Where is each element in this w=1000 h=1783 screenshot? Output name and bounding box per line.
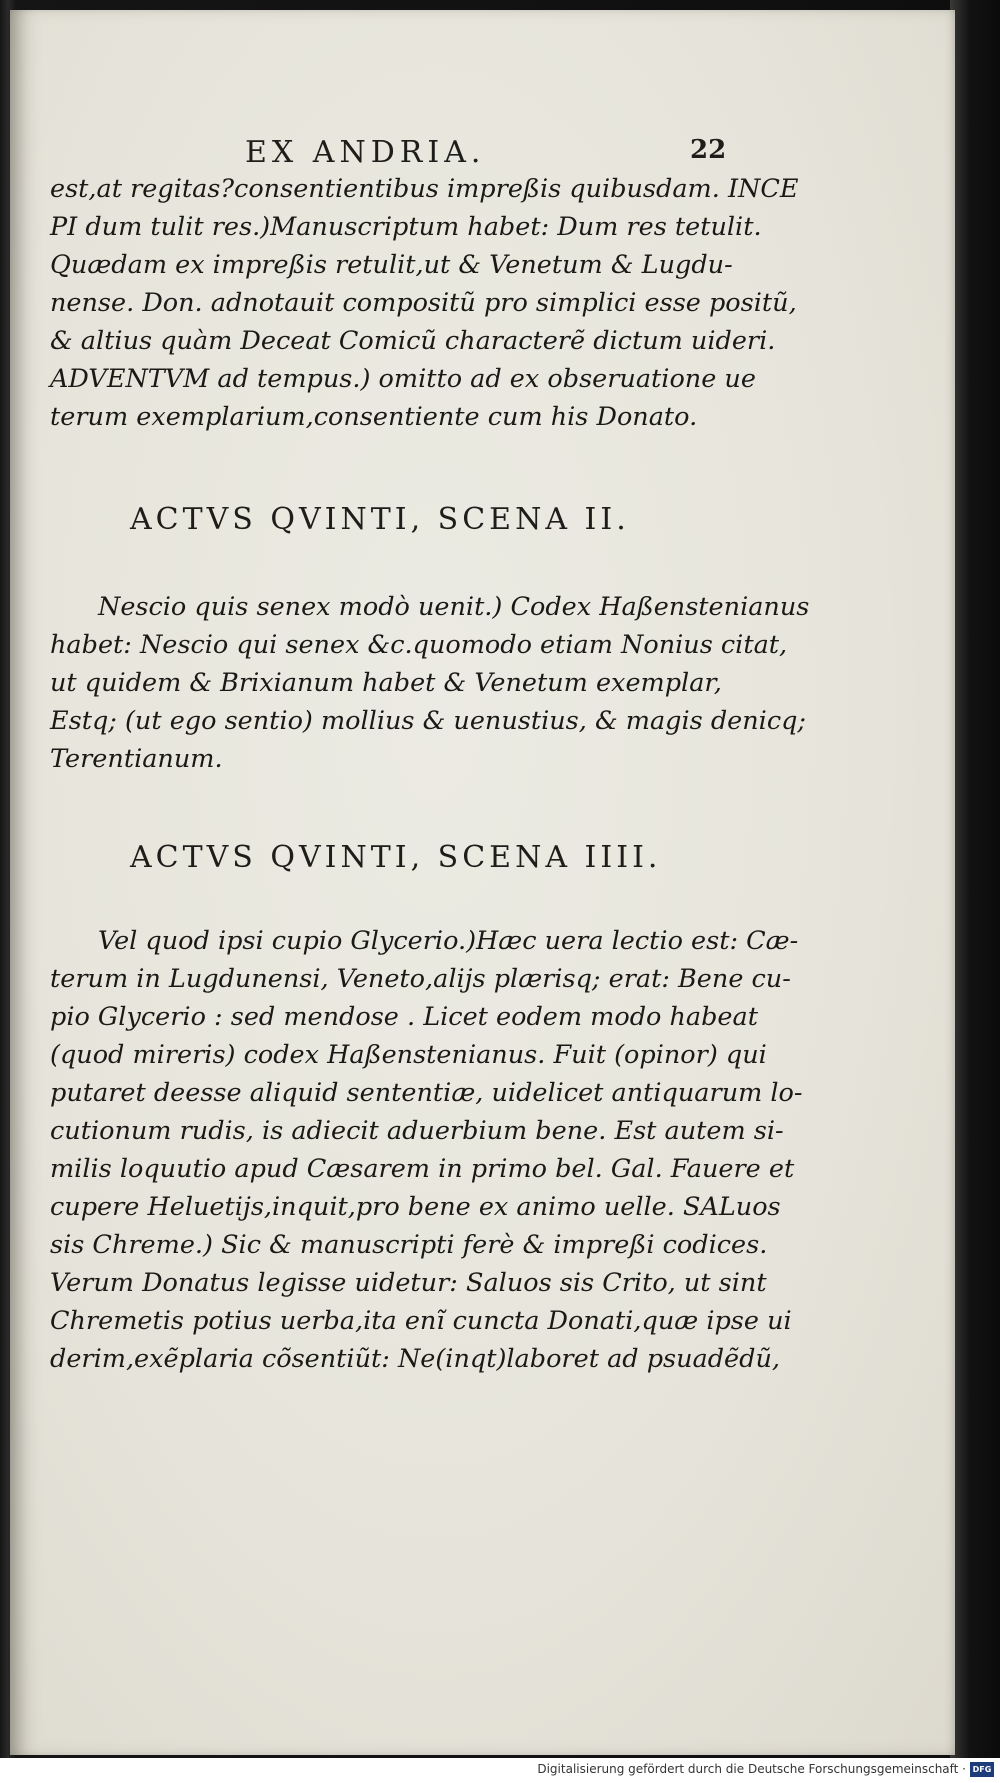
text-line: Estq; (ut ego sentio) mollius & uenustius, & magis denicq;	[50, 706, 807, 736]
text-line: cutionum rudis, is adiecit aduerbium bene. Est autem si-	[50, 1116, 784, 1146]
footer-credit: Digitalisierung gefördert durch die Deutsche Forschungsgemeinschaft ·	[537, 1762, 966, 1776]
dfg-logo: DFG	[970, 1762, 994, 1777]
text-line: Chremetis potius uerba,ita enĩ cuncta Donati,quæ ipse ui	[50, 1306, 792, 1336]
text-line: ADVENTVM ad tempus.) omitto ad ex obseruatione ue	[50, 364, 756, 394]
text-line: milis loquutio apud Cæsarem in primo bel. Gal. Fauere et	[50, 1154, 795, 1184]
text-line: derim,exẽplaria cõsentiũt: Ne(inqt)laboret ad psuadẽdũ,	[50, 1344, 780, 1374]
text-line: habet: Nescio qui senex &c.quomodo etiam Nonius citat,	[50, 630, 788, 660]
text-line: est,at regitas?consentientibus impreßis quibusdam. INCE	[50, 174, 799, 204]
text-line: Nescio quis senex modò uenit.) Codex Haßenstenianus	[98, 592, 810, 622]
running-title: EX ANDRIA.	[245, 135, 486, 170]
digitization-footer	[0, 1758, 1000, 1783]
book-cover-edge	[950, 0, 1000, 1783]
text-line: terum exemplarium,consentiente cum his Donato.	[50, 402, 698, 432]
text-line: Vel quod ipsi cupio Glycerio.)Hæc uera lectio est: Cæ-	[98, 926, 799, 956]
section-heading: ACTVS QVINTI, SCENA IIII.	[130, 840, 662, 875]
page-sheet	[10, 10, 955, 1755]
text-line: (quod mireris) codex Haßenstenianus. Fuit (opinor) qui	[50, 1040, 767, 1070]
text-line: Quædam ex impreßis retulit,ut & Venetum & Lugdu-	[50, 250, 733, 280]
text-line: PI dum tulit res.)Manuscriptum habet: Dum res tetulit.	[50, 212, 762, 242]
text-line: sis Chreme.) Sic & manuscripti ferè & impreßi codices.	[50, 1230, 768, 1260]
page-number: 22	[690, 135, 727, 165]
text-line: cupere Heluetijs,inquit,pro bene ex animo uelle. SALuos	[50, 1192, 781, 1222]
text-line: Verum Donatus legisse uidetur: Saluos sis Crito, ut sint	[50, 1268, 767, 1298]
text-line: pio Glycerio : sed mendose . Licet eodem modo habeat	[50, 1002, 758, 1032]
text-line: putaret deesse aliquid sententiæ, uidelicet antiquarum lo-	[50, 1078, 803, 1108]
text-line: nense. Don. adnotauit compositũ pro simplici esse positũ,	[50, 288, 797, 318]
text-line: ut quidem & Brixianum habet & Venetum exemplar,	[50, 668, 722, 698]
text-line: & altius quàm Deceat Comicũ characterẽ dictum uideri.	[50, 326, 776, 356]
running-head	[10, 135, 955, 175]
section-heading: ACTVS QVINTI, SCENA II.	[130, 502, 630, 537]
text-line: terum in Lugdunensi, Veneto,alijs plærisq; erat: Bene cu-	[50, 964, 791, 994]
text-line: Terentianum.	[50, 744, 223, 774]
